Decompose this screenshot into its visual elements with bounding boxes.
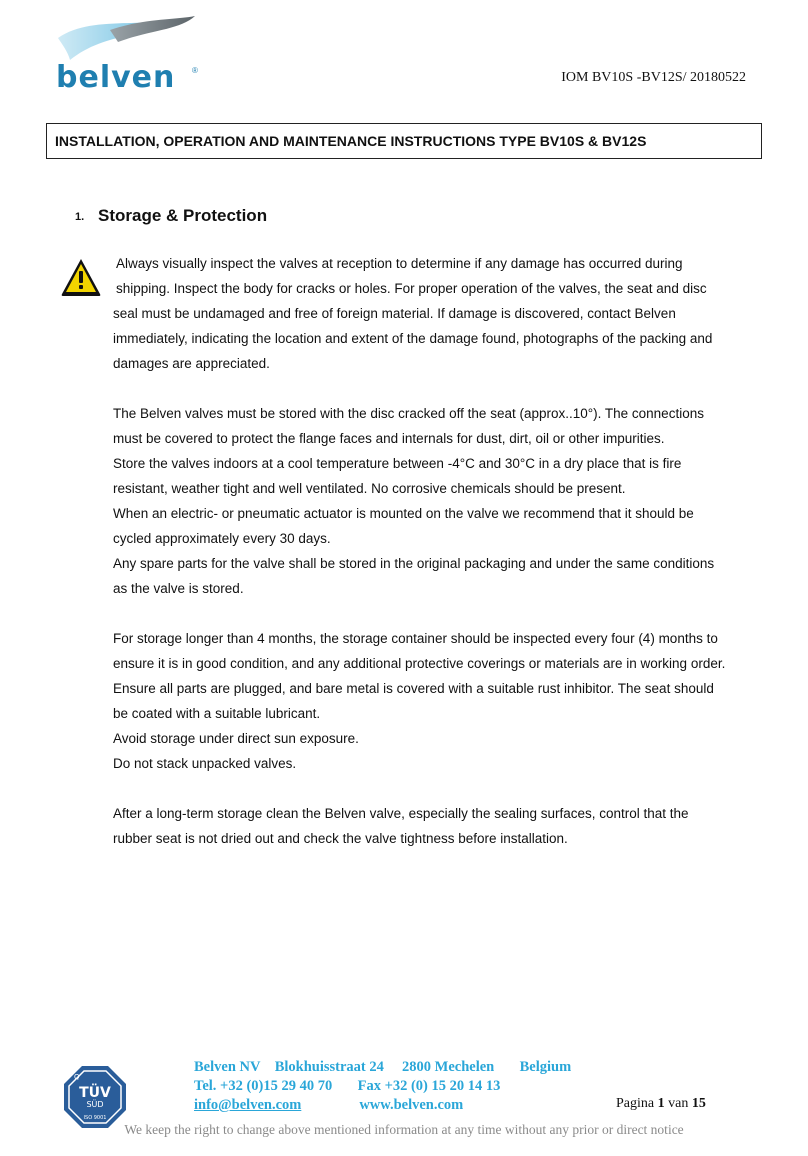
tuv-sud-text: SÜD [86, 1100, 104, 1109]
tuv-corner-text: Q [74, 1073, 80, 1081]
text-line: Avoid storage under direct sun exposure. [113, 731, 359, 746]
paragraph-long-term-storage [113, 626, 763, 776]
text-line: damages are appreciated. [113, 356, 270, 371]
text-line: Always visually inspect the valves at reception to determine if any damage has occurred during [116, 256, 683, 271]
text-line: shipping. Inspect the body for cracks or holes. For proper operation of the valves, the seat and disc [116, 281, 707, 296]
fax: Fax +32 (0) 15 20 14 13 [357, 1078, 501, 1094]
footer-contact-block [194, 1058, 571, 1115]
telephone: Tel. +32 (0)15 29 40 70 [194, 1078, 333, 1094]
page-total: 15 [691, 1096, 706, 1111]
page-current: 1 [657, 1096, 665, 1111]
text-line: ensure it is in good condition, and any additional protective coverings or materials are in working order. [113, 656, 726, 671]
text-line: resistant, weather tight and well ventilated. No corrosive chemicals should be present. [113, 481, 626, 496]
text-line: When an electric- or pneumatic actuator is mounted on the valve we recommend that it should be [113, 506, 694, 521]
text-line: must be covered to protect the flange faces and internals for dust, dirt, oil or other impurities. [113, 431, 665, 446]
warning-icon [60, 257, 102, 297]
text-line: seal must be undamaged and free of foreign material. If damage is discovered, contact Belven [113, 306, 676, 321]
tuv-text: TÜV [79, 1085, 111, 1101]
text-line: Any spare parts for the valve shall be stored in the original packaging and under the same conditions [113, 556, 715, 571]
logo-text: belven [56, 60, 176, 95]
footer-phone-row [194, 1077, 571, 1096]
text-line: For storage longer than 4 months, the storage container should be inspected every four (4) months to [113, 631, 718, 646]
company-name: Belven NV [194, 1059, 261, 1075]
section-number: 1. [75, 211, 85, 223]
text-line: immediately, indicating the location and extent of the damage found, photographs of the packing and [113, 331, 713, 346]
tuv-certification-badge [62, 1064, 128, 1130]
paragraph-storage-conditions [113, 401, 763, 601]
website-link[interactable]: www.belven.com [359, 1097, 464, 1113]
street-address: Blokhuisstraat 24 [274, 1059, 384, 1075]
text-line: rubber seat is not dried out and check the valve tightness before installation. [113, 831, 568, 846]
logo-wave-icon [40, 8, 212, 68]
text-line: cycled approximately every 30 days. [113, 531, 331, 546]
page-of-label: van [668, 1096, 689, 1111]
belven-logo [40, 8, 212, 95]
iso-text: ISO 9001 [83, 1115, 107, 1121]
text-line: Do not stack unpacked valves. [113, 756, 297, 771]
page-label: Pagina [616, 1096, 655, 1111]
text-line: Ensure all parts are plugged, and bare metal is covered with a suitable rust inhibitor. The seat should [113, 681, 714, 696]
footer-disclaimer: We keep the right to change above mentioned information at any time without any prior or direct notice [124, 1122, 684, 1137]
section-title: Storage & Protection [98, 206, 268, 225]
footer-address-row [194, 1058, 571, 1077]
footer-web-row [194, 1096, 571, 1115]
text-line: The Belven valves must be stored with the disc cracked off the seat (approx..10°). The connections [113, 406, 704, 421]
email-link[interactable]: info@belven.com [194, 1097, 302, 1113]
text-line: as the valve is stored. [113, 581, 244, 596]
document-title: INSTALLATION, OPERATION AND MAINTENANCE INSTRUCTIONS TYPE BV10S & BV12S [46, 123, 762, 159]
registered-mark: ® [192, 66, 198, 75]
city: 2800 Mechelen [402, 1059, 495, 1075]
page-number [616, 1096, 706, 1112]
country: Belgium [519, 1059, 572, 1075]
text-line: be coated with a suitable lubricant. [113, 706, 321, 721]
paragraph-inspection [113, 251, 763, 376]
text-line: Store the valves indoors at a cool temperature between -4°C and 30°C in a dry place that is fire [113, 456, 682, 471]
paragraph-after-storage [113, 801, 763, 851]
text-line: After a long-term storage clean the Belven valve, especially the sealing surfaces, control that the [113, 806, 689, 821]
document-reference: IOM BV10S -BV12S/ 20180522 [561, 70, 746, 85]
